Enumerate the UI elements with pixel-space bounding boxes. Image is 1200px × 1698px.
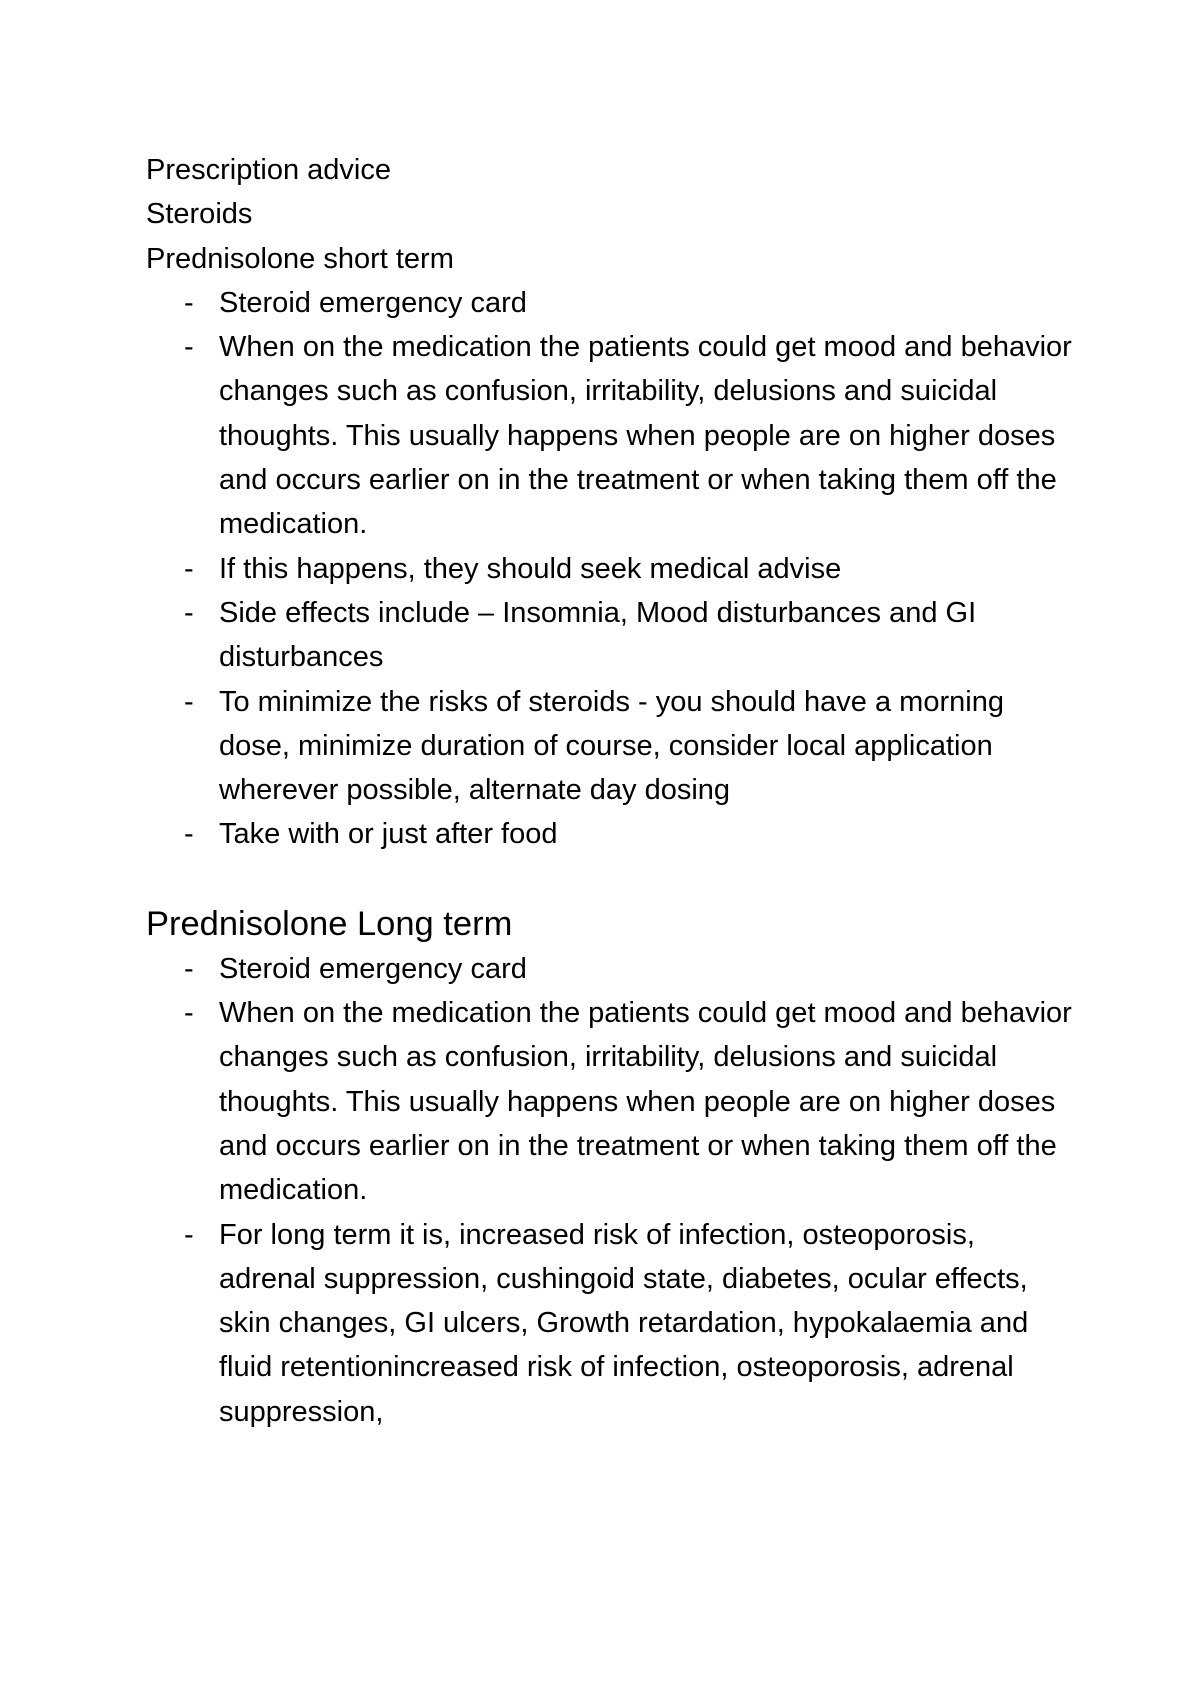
list-item-text: To minimize the risks of steroids - you should have a morning dose, minimize duration of course, consider local application wherever possible, alternate day dosing <box>219 685 1004 807</box>
list-item-text: Take with or just after food <box>219 818 558 851</box>
list-item-text: When on the medication the patients could get mood and behavior changes such as confusion, irritability, delusions and suicidal thoughts. This usually happens when people are on higher doses and occurs earlier on in the treatment or when taking them off the medication. <box>219 331 1072 541</box>
document-title: Prescription advice <box>146 154 391 186</box>
section-spacer <box>146 857 1076 901</box>
bullet-dash: - <box>184 685 194 718</box>
list-item <box>146 281 1076 325</box>
list-item <box>146 947 1076 991</box>
list-item <box>146 1213 1076 1434</box>
list-item-text: When on the medication the patients could get mood and behavior changes such as confusion, irritability, delusions and suicidal thoughts. This usually happens when people are on higher doses and occurs earlier on in the treatment or when taking them off the medication. <box>219 997 1072 1207</box>
bullet-dash: - <box>184 997 194 1030</box>
bullet-dash: - <box>184 596 194 629</box>
section2-heading: Prednisolone Long term <box>146 904 513 943</box>
list-item-text: Steroid emergency card <box>219 952 527 985</box>
list-item-text: Steroid emergency card <box>219 286 527 319</box>
document-body <box>146 148 1076 1434</box>
document-subtitle: Steroids <box>146 198 253 231</box>
section1-list <box>146 281 1076 857</box>
list-item-text: Side effects include – Insomnia, Mood disturbances and GI disturbances <box>219 596 977 674</box>
bullet-dash: - <box>184 1218 194 1251</box>
list-item <box>146 812 1076 856</box>
list-item <box>146 591 1076 680</box>
section1-heading: Prednisolone short term <box>146 242 454 275</box>
bullet-dash: - <box>184 552 194 585</box>
bullet-dash: - <box>184 952 194 985</box>
bullet-dash: - <box>184 818 194 851</box>
bullet-dash: - <box>184 331 194 364</box>
list-item-text: If this happens, they should seek medical advise <box>219 552 842 585</box>
section2-list <box>146 947 1076 1434</box>
bullet-dash: - <box>184 286 194 319</box>
list-item-text: For long term it is, increased risk of infection, osteoporosis, adrenal suppression, cushingoid state, diabetes, ocular effects, skin changes, GI ulcers, Growth retardation, hypokalaemia and fluid retentionincreased risk of infection, osteoporosis, adrenal suppression, <box>219 1218 1029 1428</box>
list-item <box>146 325 1076 546</box>
list-item <box>146 991 1076 1212</box>
list-item <box>146 680 1076 813</box>
list-item <box>146 547 1076 591</box>
